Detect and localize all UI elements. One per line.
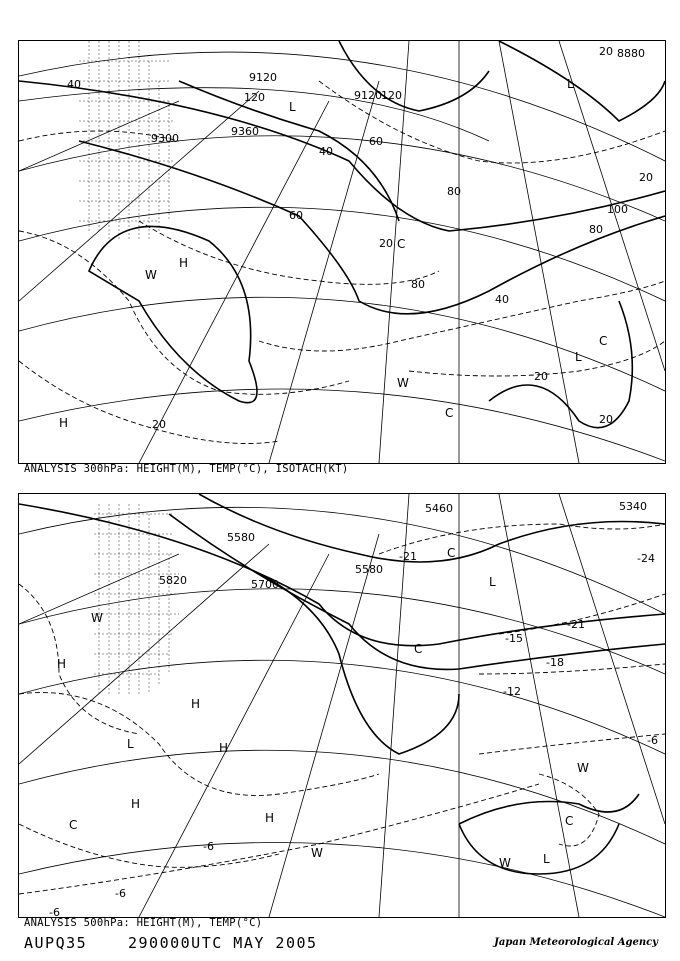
svg-text:5700: 5700 <box>251 578 279 591</box>
svg-text:120: 120 <box>244 91 265 104</box>
caption-500hpa: ANALYSIS 500hPa: HEIGHT(M), TEMP(°C) <box>24 917 263 929</box>
temp-labels-500 <box>49 550 658 917</box>
svg-text:H: H <box>265 811 275 825</box>
svg-text:H: H <box>179 256 189 270</box>
agency-name: Japan Meteorological Agency <box>494 937 658 948</box>
svg-text:5580: 5580 <box>227 531 255 544</box>
svg-text:W: W <box>311 846 323 860</box>
svg-text:40: 40 <box>319 145 333 158</box>
svg-text:20: 20 <box>534 370 548 383</box>
svg-text:-15: -15 <box>505 632 523 645</box>
svg-text:5340: 5340 <box>619 500 647 513</box>
svg-text:-6: -6 <box>203 840 214 853</box>
svg-text:20: 20 <box>639 171 653 184</box>
svg-text:H: H <box>131 797 141 811</box>
height-contours <box>19 41 665 428</box>
svg-text:60: 60 <box>369 135 383 148</box>
analysis-500hpa-map <box>18 493 666 918</box>
longitude-lines <box>19 494 665 917</box>
svg-text:L: L <box>489 575 496 589</box>
svg-text:-24: -24 <box>637 552 655 565</box>
svg-text:W: W <box>91 611 103 625</box>
svg-text:L: L <box>127 737 134 751</box>
system-labels-500 <box>57 546 589 870</box>
caption-300hpa: ANALYSIS 300hPa: HEIGHT(M), TEMP(°C), ISOTACH(KT) <box>24 463 349 475</box>
svg-text:-21: -21 <box>399 550 417 563</box>
svg-text:120: 120 <box>381 89 402 102</box>
svg-text:W: W <box>397 376 409 390</box>
svg-text:80: 80 <box>411 278 425 291</box>
isotherm-contours <box>19 81 665 444</box>
svg-text:C: C <box>397 237 406 251</box>
svg-text:40: 40 <box>495 293 509 306</box>
svg-text:5820: 5820 <box>159 574 187 587</box>
svg-text:C: C <box>565 814 574 828</box>
svg-text:9120: 9120 <box>249 71 277 84</box>
svg-text:-12: -12 <box>503 685 521 698</box>
isotach-labels <box>67 45 653 431</box>
svg-text:80: 80 <box>589 223 603 236</box>
svg-text:20: 20 <box>379 237 393 250</box>
svg-text:-6: -6 <box>647 734 658 747</box>
svg-text:W: W <box>145 268 157 282</box>
svg-text:W: W <box>499 856 511 870</box>
svg-text:80: 80 <box>447 185 461 198</box>
valid-time: 290000UTC MAY 2005 <box>128 934 318 952</box>
svg-text:H: H <box>59 416 69 430</box>
svg-text:20: 20 <box>599 413 613 426</box>
svg-text:9300: 9300 <box>151 132 179 145</box>
svg-text:60: 60 <box>289 209 303 222</box>
svg-text:-18: -18 <box>546 656 564 669</box>
svg-text:C: C <box>414 642 423 656</box>
svg-text:9360: 9360 <box>231 125 259 138</box>
svg-text:40: 40 <box>67 78 81 91</box>
svg-text:-6: -6 <box>49 906 60 917</box>
svg-text:C: C <box>447 546 456 560</box>
svg-text:H: H <box>191 697 201 711</box>
svg-text:100: 100 <box>607 203 628 216</box>
svg-text:L: L <box>567 77 574 91</box>
svg-text:W: W <box>577 761 589 775</box>
svg-text:5460: 5460 <box>425 502 453 515</box>
svg-text:L: L <box>543 852 550 866</box>
isotherm-contours <box>19 524 665 894</box>
system-labels-300 <box>59 77 607 430</box>
svg-text:9120: 9120 <box>354 89 382 102</box>
svg-text:8880: 8880 <box>617 47 645 60</box>
svg-text:C: C <box>599 334 608 348</box>
svg-text:-6: -6 <box>115 887 126 900</box>
svg-text:L: L <box>575 350 582 364</box>
svg-text:20: 20 <box>599 45 613 58</box>
svg-text:H: H <box>57 657 67 671</box>
svg-text:5580: 5580 <box>355 563 383 576</box>
svg-text:C: C <box>69 818 78 832</box>
svg-text:-21: -21 <box>567 618 585 631</box>
map-500hpa-svg <box>19 494 665 917</box>
svg-text:L: L <box>289 100 296 114</box>
chart-code: AUPQ35 <box>24 934 88 952</box>
svg-text:H: H <box>219 741 229 755</box>
svg-text:20: 20 <box>152 418 166 431</box>
svg-text:C: C <box>445 406 454 420</box>
map-300hpa-svg <box>19 41 665 463</box>
analysis-300hpa-map <box>18 40 666 464</box>
latitude-lines <box>19 507 665 917</box>
latitude-lines <box>19 52 665 461</box>
